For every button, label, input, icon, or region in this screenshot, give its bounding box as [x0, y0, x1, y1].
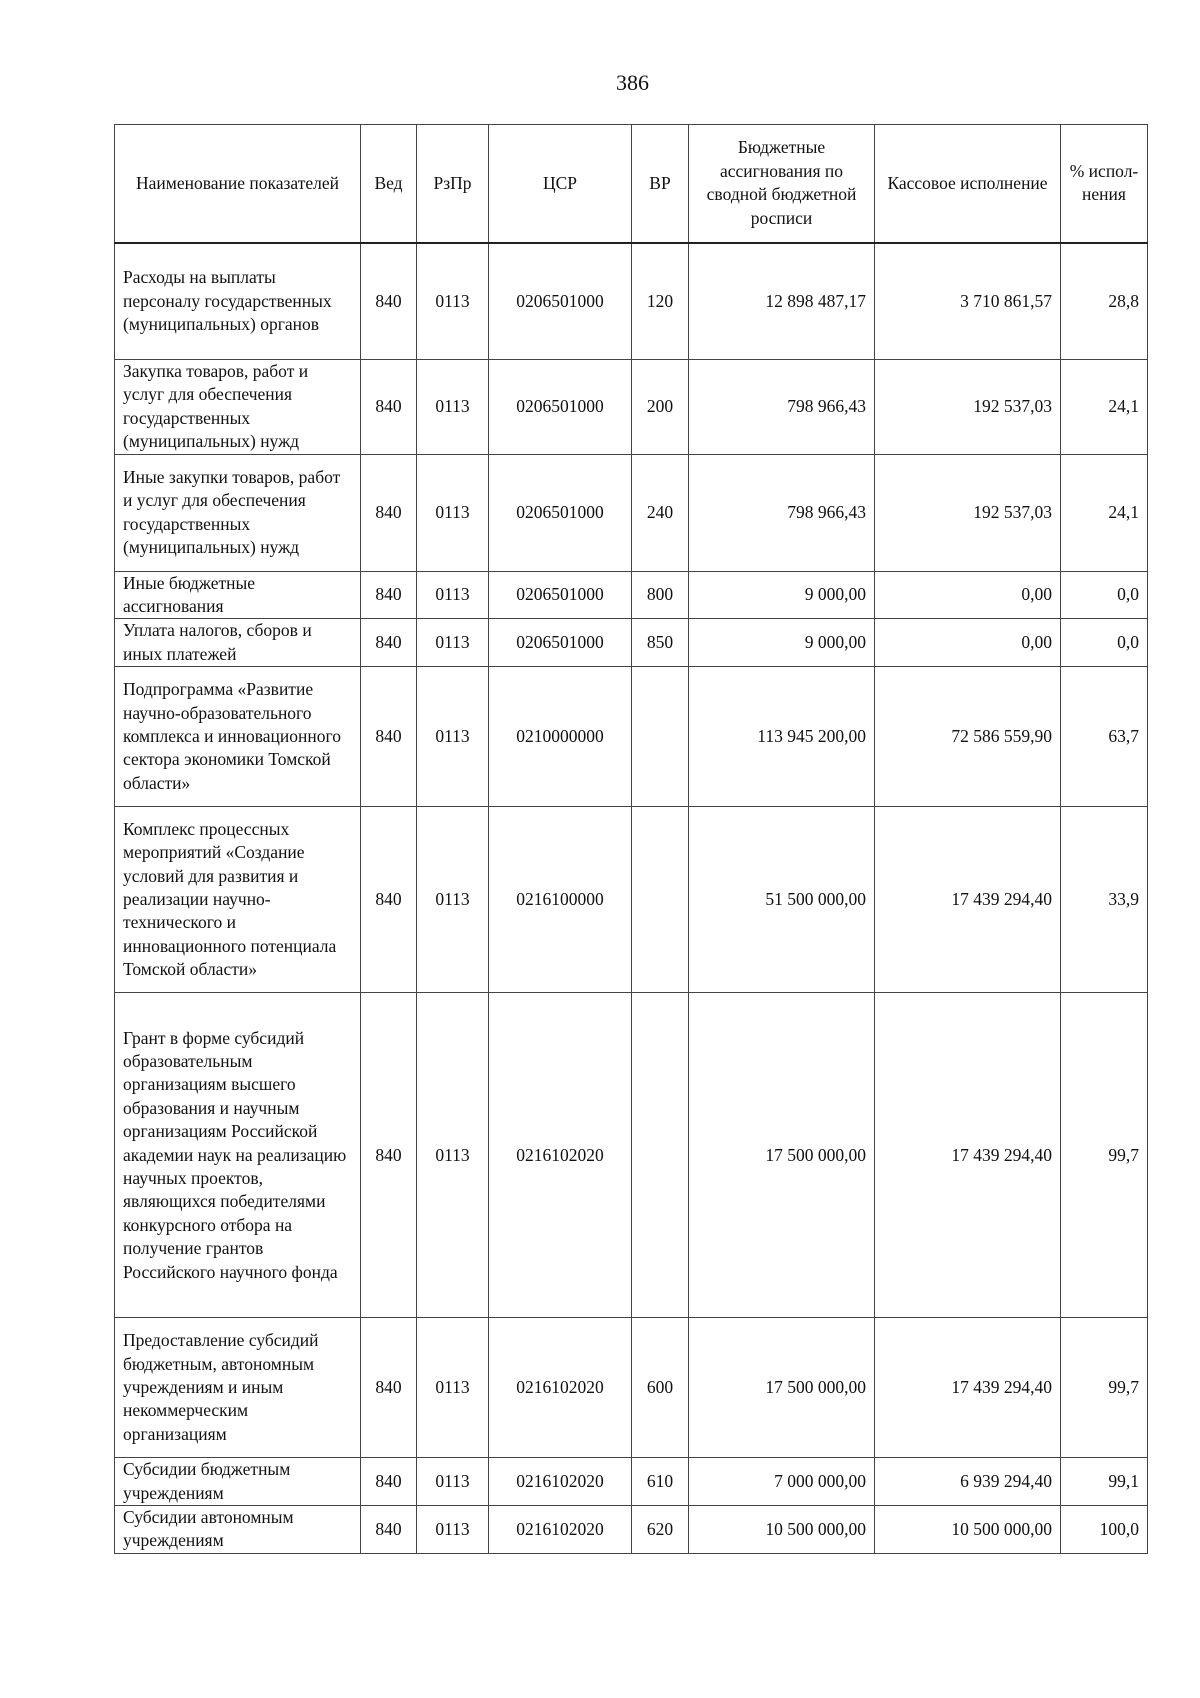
cell-ved: 840: [361, 454, 417, 571]
cell-vr: 610: [632, 1458, 689, 1506]
cell-percent: 28,8: [1061, 243, 1148, 360]
cell-cash: 17 439 294,40: [875, 807, 1061, 993]
table-row: [115, 360, 1148, 455]
header-rzpr: РзПр: [417, 125, 489, 243]
cell-ved: 840: [361, 993, 417, 1318]
cell-cash: 10 500 000,00: [875, 1506, 1061, 1554]
table-row: [115, 454, 1148, 571]
cell-cash: 0,00: [875, 571, 1061, 619]
header-cash: Кассовое исполнение: [875, 125, 1061, 243]
cell-ved: 840: [361, 1458, 417, 1506]
cell-budget: 17 500 000,00: [689, 1318, 875, 1458]
cell-cash: 192 537,03: [875, 454, 1061, 571]
cell-percent: 24,1: [1061, 454, 1148, 571]
table-row: [115, 1506, 1148, 1554]
cell-ved: 840: [361, 243, 417, 360]
header-percent: % испол-нения: [1061, 125, 1148, 243]
table-row: [115, 807, 1148, 993]
cell-csr: 0216102020: [489, 1506, 632, 1554]
cell-cash: 0,00: [875, 619, 1061, 667]
cell-cash: 6 939 294,40: [875, 1458, 1061, 1506]
cell-ved: 840: [361, 1506, 417, 1554]
cell-budget: 7 000 000,00: [689, 1458, 875, 1506]
cell-ved: 840: [361, 1318, 417, 1458]
cell-percent: 0,0: [1061, 619, 1148, 667]
cell-budget: 9 000,00: [689, 619, 875, 667]
cell-name: Расходы на выплаты персоналу государственных (муниципальных) органов: [115, 243, 361, 360]
cell-percent: 0,0: [1061, 571, 1148, 619]
cell-rzpr: 0113: [417, 243, 489, 360]
cell-vr: 120: [632, 243, 689, 360]
cell-cash: 17 439 294,40: [875, 1318, 1061, 1458]
cell-csr: 0206501000: [489, 619, 632, 667]
cell-vr: 620: [632, 1506, 689, 1554]
table-header-row: [115, 125, 1148, 243]
cell-vr: [632, 993, 689, 1318]
header-ved: Вед: [361, 125, 417, 243]
cell-name: Закупка товаров, работ и услуг для обеспечения государственных (муниципальных) нужд: [115, 360, 361, 455]
cell-budget: 9 000,00: [689, 571, 875, 619]
cell-rzpr: 0113: [417, 1458, 489, 1506]
cell-budget: 798 966,43: [689, 454, 875, 571]
table-body: [115, 243, 1148, 1554]
cell-rzpr: 0113: [417, 993, 489, 1318]
cell-ved: 840: [361, 619, 417, 667]
table-row: [115, 667, 1148, 807]
cell-ved: 840: [361, 360, 417, 455]
cell-cash: 3 710 861,57: [875, 243, 1061, 360]
cell-percent: 99,7: [1061, 1318, 1148, 1458]
cell-budget: 10 500 000,00: [689, 1506, 875, 1554]
cell-rzpr: 0113: [417, 667, 489, 807]
page-number: 386: [616, 70, 649, 95]
cell-cash: 17 439 294,40: [875, 993, 1061, 1318]
cell-csr: 0216102020: [489, 1458, 632, 1506]
cell-ved: 840: [361, 807, 417, 993]
cell-vr: 240: [632, 454, 689, 571]
cell-csr: 0206501000: [489, 243, 632, 360]
cell-vr: 200: [632, 360, 689, 455]
budget-execution-table: [114, 124, 1148, 1554]
header-csr: ЦСР: [489, 125, 632, 243]
cell-csr: 0216100000: [489, 807, 632, 993]
cell-name: Подпрограмма «Развитие научно-образовательного комплекса и инновационного сектора экономики Томской области»: [115, 667, 361, 807]
cell-percent: 99,7: [1061, 993, 1148, 1318]
cell-name: Уплата налогов, сборов и иных платежей: [115, 619, 361, 667]
cell-vr: 800: [632, 571, 689, 619]
cell-percent: 63,7: [1061, 667, 1148, 807]
cell-name: Комплекс процессных мероприятий «Создание условий для развития и реализации научно-технического и инновационного потенциала Томской области»: [115, 807, 361, 993]
cell-name: Иные бюджетные ассигнования: [115, 571, 361, 619]
header-name: Наименование показателей: [115, 125, 361, 243]
cell-cash: 72 586 559,90: [875, 667, 1061, 807]
cell-rzpr: 0113: [417, 454, 489, 571]
table-row: [115, 1318, 1148, 1458]
cell-budget: 17 500 000,00: [689, 993, 875, 1318]
table-row: [115, 619, 1148, 667]
cell-rzpr: 0113: [417, 807, 489, 993]
cell-budget: 51 500 000,00: [689, 807, 875, 993]
table-row: [115, 993, 1148, 1318]
cell-rzpr: 0113: [417, 571, 489, 619]
cell-vr: 600: [632, 1318, 689, 1458]
cell-vr: 850: [632, 619, 689, 667]
cell-cash: 192 537,03: [875, 360, 1061, 455]
cell-percent: 24,1: [1061, 360, 1148, 455]
cell-percent: 33,9: [1061, 807, 1148, 993]
cell-percent: 99,1: [1061, 1458, 1148, 1506]
table-row: [115, 1458, 1148, 1506]
table-row: [115, 243, 1148, 360]
cell-ved: 840: [361, 667, 417, 807]
cell-csr: 0210000000: [489, 667, 632, 807]
cell-name: Грант в форме субсидий образовательным организациям высшего образования и научным организациям Российской академии наук на реализацию научных проектов, являющихся победителями конкурсного отбора на получение грантов Российского научного фонда: [115, 993, 361, 1318]
cell-vr: [632, 807, 689, 993]
cell-vr: [632, 667, 689, 807]
cell-csr: 0216102020: [489, 993, 632, 1318]
cell-budget: 798 966,43: [689, 360, 875, 455]
cell-csr: 0206501000: [489, 454, 632, 571]
cell-name: Субсидии бюджетным учреждениям: [115, 1458, 361, 1506]
cell-name: Предоставление субсидий бюджетным, автономным учреждениям и иным некоммерческим организациям: [115, 1318, 361, 1458]
cell-rzpr: 0113: [417, 360, 489, 455]
header-vr: ВР: [632, 125, 689, 243]
cell-name: Субсидии автономным учреждениям: [115, 1506, 361, 1554]
cell-csr: 0206501000: [489, 360, 632, 455]
cell-rzpr: 0113: [417, 1318, 489, 1458]
cell-ved: 840: [361, 571, 417, 619]
cell-budget: 12 898 487,17: [689, 243, 875, 360]
cell-budget: 113 945 200,00: [689, 667, 875, 807]
cell-csr: 0206501000: [489, 571, 632, 619]
header-budget: Бюджетные ассигнования по сводной бюджетной росписи: [689, 125, 875, 243]
table-row: [115, 571, 1148, 619]
cell-name: Иные закупки товаров, работ и услуг для обеспечения государственных (муниципальных) нужд: [115, 454, 361, 571]
cell-percent: 100,0: [1061, 1506, 1148, 1554]
cell-csr: 0216102020: [489, 1318, 632, 1458]
cell-rzpr: 0113: [417, 619, 489, 667]
cell-rzpr: 0113: [417, 1506, 489, 1554]
